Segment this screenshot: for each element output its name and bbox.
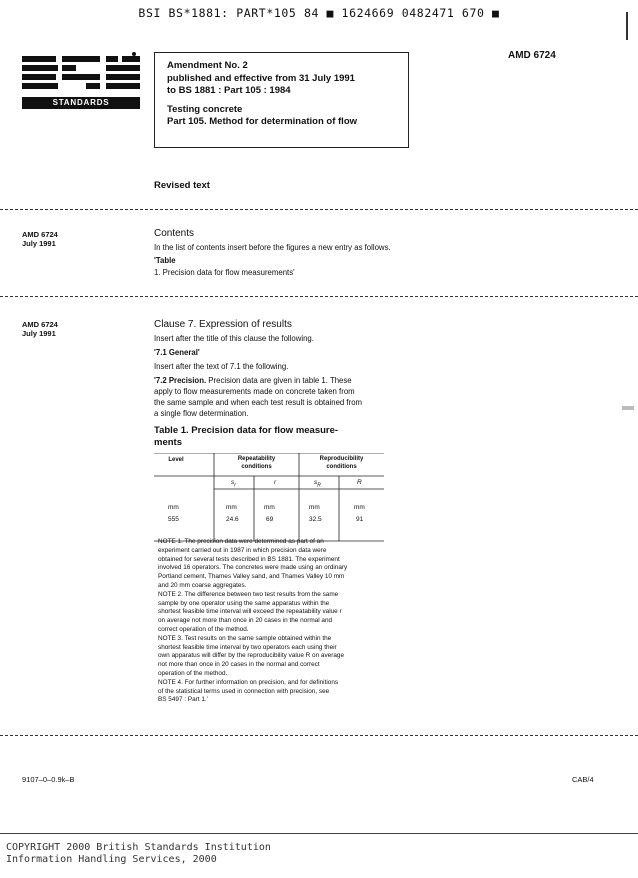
title-line-4: Testing concrete [167, 103, 243, 115]
reproducibility-header-l1: Reproducibility [319, 456, 364, 462]
note-line: NOTE 2. The difference between two test results from the same [158, 590, 339, 598]
sub-sr [231, 479, 236, 488]
divider-1 [0, 209, 638, 210]
note-line: own apparatus will differ by the reproducibility value R on average [158, 652, 345, 660]
copyright-line-2: Information Handling Services, 2000 [6, 854, 217, 865]
note-line: Portland cement, Thames Valley sand, and Thames Valley 10 mm [158, 573, 345, 581]
clause7-line-2: '7.1 General' [154, 348, 200, 357]
scan-mark [622, 406, 634, 410]
precision-table [154, 453, 384, 543]
clause72-line-4: a single flow determination. [154, 409, 249, 418]
note-line: of the statistical terms used in connection with precision, see [158, 687, 330, 695]
note-line: NOTE 3. Test results on the same sample obtained within the [158, 634, 332, 642]
table-caption [154, 425, 384, 449]
title-line-3: to BS 1881 : Part 105 : 1984 [167, 85, 291, 96]
clause7-heading: Clause 7. Expression of results [154, 319, 292, 330]
clause72-line-3: the same sample and when each test result is obtained from [154, 398, 363, 407]
clause7-line-3: Insert after the text of 7.1 the following. [154, 362, 289, 371]
unit-level: mm [168, 504, 179, 511]
copyright-rule [0, 833, 638, 834]
note-line: NOTE 1. The precision data were determined as part of an [158, 538, 324, 545]
revised-text-heading: Revised text [154, 180, 210, 191]
note-line: and 20 mm coarse aggregates. [158, 581, 247, 589]
repeatability-header-l2: conditions [241, 463, 272, 470]
sub-sR-idx: R [317, 482, 321, 489]
scan-mark [626, 12, 628, 40]
notes-block [158, 538, 347, 705]
note-line: operation of the method. [158, 669, 228, 677]
unit-R: mm [354, 504, 365, 511]
note-line: sample by one operator using the same apparatus within the [158, 599, 330, 607]
val-sR: 32.5 [309, 516, 322, 523]
unit-sr: mm [226, 504, 237, 511]
note-line: NOTE 4. For further information on precision, and for definitions [158, 678, 339, 686]
sub-sR-s: s [314, 479, 318, 486]
amd-number: AMD 6724 [508, 50, 556, 61]
sub-sr-s: s [231, 479, 235, 486]
repeatability-header [214, 456, 299, 471]
note-line: BS 5497 : Part 1.' [158, 696, 208, 704]
note-line: not more than once in 20 cases in the normal and correct [158, 661, 320, 669]
divider-2 [0, 296, 638, 297]
note-line: involved 16 operators. The concretes were made using an ordinary [158, 564, 348, 572]
repeatability-header-l1: Repeatability [237, 456, 276, 462]
unit-r: mm [264, 504, 275, 511]
side-amd-2-number: AMD 6724 [22, 320, 58, 329]
title-line-2: published and effective from 31 July 1991 [167, 72, 355, 84]
sub-sR [314, 479, 321, 488]
side-amd-2-date: July 1991 [22, 329, 56, 338]
contents-line-1: In the list of contents insert before the figures a new entry as follows. [154, 243, 391, 252]
divider-3 [0, 735, 638, 736]
side-amd-1-number: AMD 6724 [22, 230, 58, 239]
unit-sR: mm [309, 504, 320, 511]
title-line-5: Part 105. Method for determination of flow [167, 116, 358, 127]
copyright-notice [6, 842, 271, 866]
note-line: obtained for several tests described in BS 1881. The experiment [158, 555, 340, 563]
title-line-1: Amendment No. 2 [167, 60, 248, 71]
val-r: 69 [266, 516, 274, 523]
col-level-header: Level [168, 457, 184, 463]
clause72-rest: Precision data are given in table 1. These [206, 376, 352, 385]
copyright-line-1: COPYRIGHT 2000 British Standards Institution [6, 842, 271, 853]
note-line: shortest feasible time interval will exceed the repeatability value r [158, 608, 342, 616]
note-line: correct operation of the method. [158, 625, 249, 633]
sub-sr-idx: r [234, 482, 236, 489]
footer-code: 9107–0–0.9k–B [22, 775, 75, 784]
clause72-line-2: apply to flow measurements made on concrete taken from [154, 387, 355, 396]
side-amd-2 [22, 320, 58, 338]
contents-line-2: 'Table [154, 256, 176, 265]
val-R: 91 [356, 516, 364, 523]
table-caption-line-2: ments [154, 437, 182, 448]
note-line: shortest feasible time interval by two operators each using their [158, 643, 337, 651]
val-sr: 24.6 [226, 516, 239, 523]
side-amd-1-date: July 1991 [22, 239, 56, 248]
note-line: experiment carried out in 1987 in which precision data were [158, 546, 327, 554]
logo-band-text: STANDARDS [22, 97, 140, 109]
title-box [154, 52, 409, 148]
sub-r: r [274, 479, 277, 486]
contents-heading: Contents [154, 228, 195, 239]
clause72-line-1 [154, 376, 352, 387]
side-amd-1 [22, 230, 58, 248]
footer-cab: CAB/4 [572, 775, 594, 784]
reproducibility-header-l2: conditions [326, 463, 357, 470]
clause72-bold: '7.2 Precision. [154, 376, 207, 385]
header-line: BSI BS*1881: PART*105 84 ■ 1624669 0482471 670 ■ [138, 6, 500, 20]
reproducibility-header [299, 456, 384, 471]
contents-line-3: 1. Precision data for flow measurements' [154, 268, 295, 277]
table-caption-line-1: Table 1. Precision data for flow measure- [154, 425, 339, 436]
clause7-line-1: Insert after the title of this clause the following. [154, 334, 314, 343]
sub-R: R [357, 479, 362, 486]
val-level: 555 [168, 516, 179, 523]
note-line: on average not more than once in 20 cases in the normal and [158, 617, 333, 625]
